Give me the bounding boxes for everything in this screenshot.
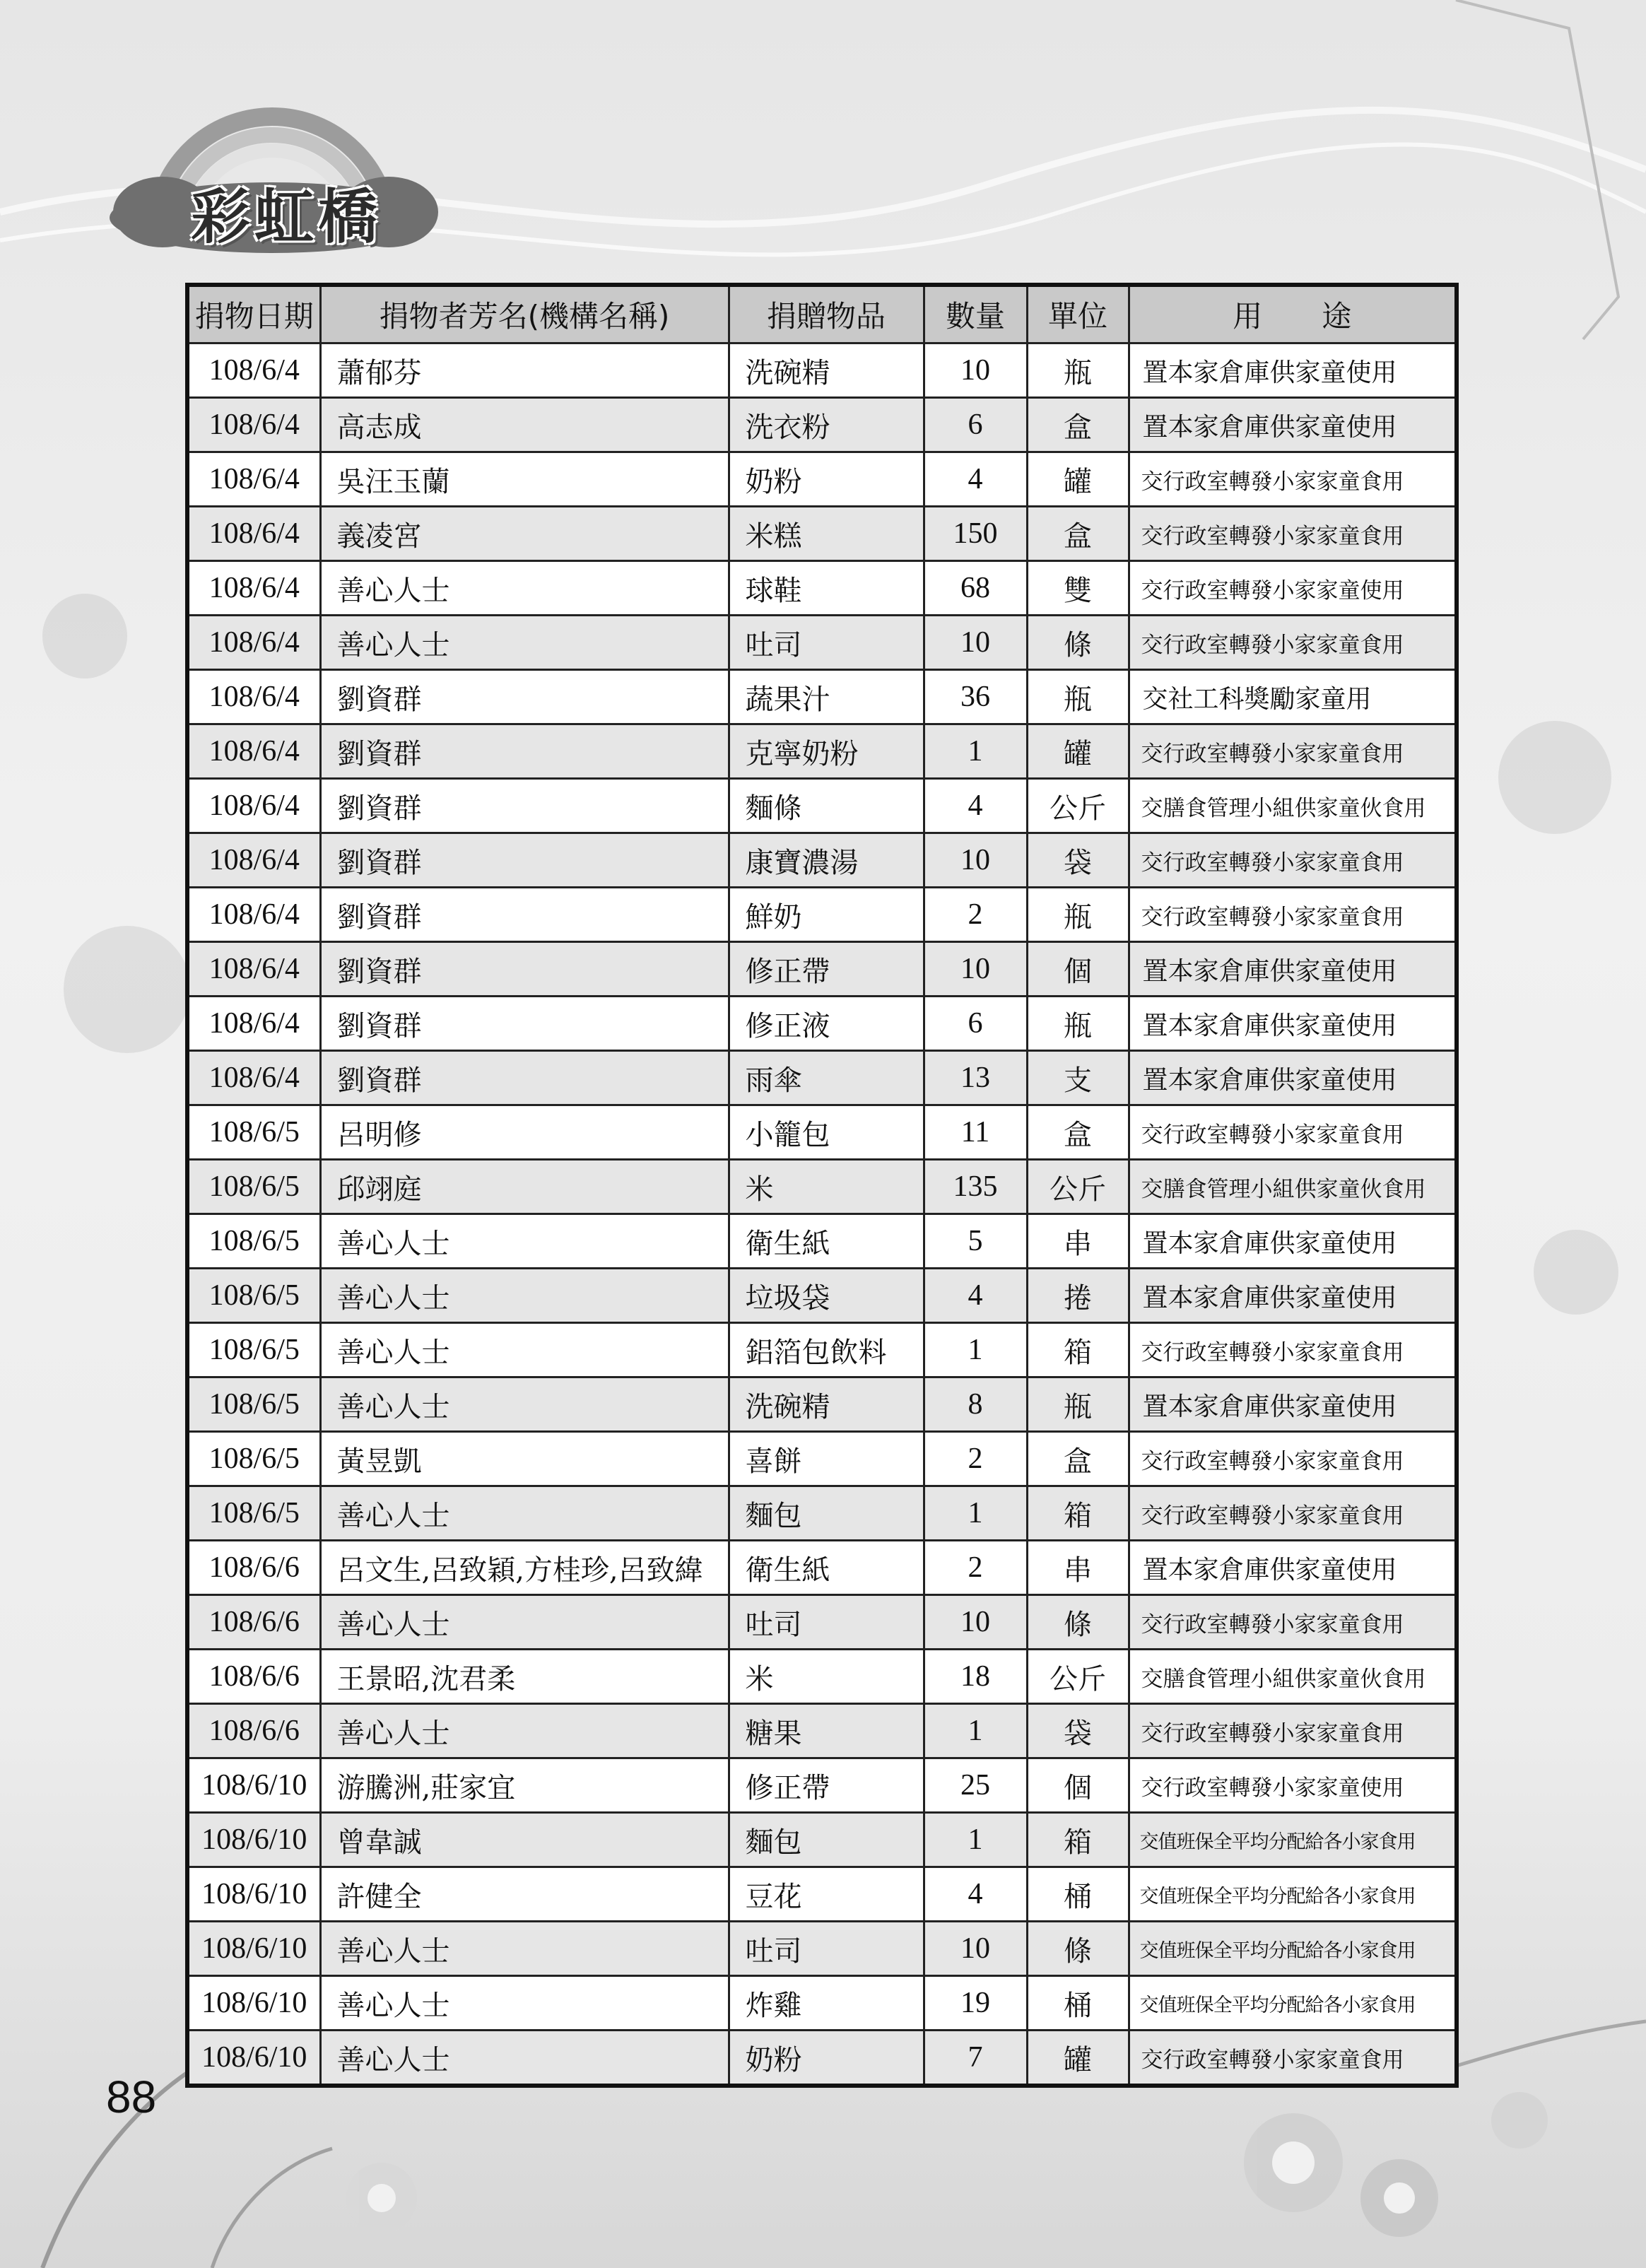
cell-donor: 游騰洲,莊家宜: [320, 1758, 729, 1813]
cell-unit: 桶: [1027, 1867, 1129, 1922]
cell-item: 修正帶: [729, 942, 924, 997]
cell-item: 洗衣粉: [729, 398, 924, 452]
cell-use: 置本家倉庫供家童使用: [1129, 1269, 1457, 1323]
cell-unit: 罐: [1027, 2031, 1129, 2086]
cell-qty: 2: [924, 1432, 1027, 1486]
cell-donor: 善心人士: [320, 1214, 729, 1269]
cell-use: 交值班保全平均分配給各小家食用: [1129, 1867, 1457, 1922]
cell-unit: 瓶: [1027, 888, 1129, 942]
cell-item: 修正液: [729, 997, 924, 1051]
flower-decoration: [346, 2092, 1548, 2237]
cell-donor: 許健全: [320, 1867, 729, 1922]
cell-date: 108/6/4: [187, 343, 320, 398]
cell-qty: 4: [924, 1269, 1027, 1323]
page-number: 88: [106, 2072, 157, 2122]
cell-use: 交膳食管理小組供家童伙食用: [1129, 1650, 1457, 1704]
cell-use: 交膳食管理小組供家童伙食用: [1129, 779, 1457, 833]
cell-date: 108/6/5: [187, 1377, 320, 1432]
cell-donor: 劉資群: [320, 942, 729, 997]
cell-qty: 4: [924, 779, 1027, 833]
cell-unit: 袋: [1027, 1704, 1129, 1758]
cell-date: 108/6/4: [187, 507, 320, 561]
cell-unit: 盒: [1027, 398, 1129, 452]
cell-item: 喜餅: [729, 1432, 924, 1486]
cell-qty: 4: [924, 1867, 1027, 1922]
table-row: [187, 398, 1457, 452]
cell-donor: 善心人士: [320, 1704, 729, 1758]
cell-use: 交行政室轉發小家家童食用: [1129, 507, 1457, 561]
logo-title: 彩虹橋: [190, 182, 382, 252]
cell-qty: 68: [924, 561, 1027, 616]
cell-date: 108/6/4: [187, 833, 320, 888]
cell-unit: 公斤: [1027, 1650, 1129, 1704]
table-row: [187, 997, 1457, 1051]
cell-qty: 1: [924, 1704, 1027, 1758]
cell-unit: 瓶: [1027, 670, 1129, 724]
cell-use: 交行政室轉發小家家童食用: [1129, 1595, 1457, 1650]
cell-unit: 條: [1027, 616, 1129, 670]
cell-item: 修正帶: [729, 1758, 924, 1813]
table-row: [187, 1105, 1457, 1160]
cell-item: 麵包: [729, 1813, 924, 1867]
cell-qty: 10: [924, 1922, 1027, 1976]
cell-unit: 個: [1027, 942, 1129, 997]
table-row: [187, 942, 1457, 997]
cell-date: 108/6/4: [187, 724, 320, 779]
cell-item: 洗碗精: [729, 343, 924, 398]
table-row: [187, 1758, 1457, 1813]
cell-qty: 8: [924, 1377, 1027, 1432]
cell-donor: 善心人士: [320, 616, 729, 670]
table-row: [187, 1214, 1457, 1269]
cell-use: 置本家倉庫供家童使用: [1129, 1214, 1457, 1269]
cell-donor: 劉資群: [320, 779, 729, 833]
cell-date: 108/6/10: [187, 1813, 320, 1867]
table-row: [187, 1269, 1457, 1323]
cell-use: 置本家倉庫供家童使用: [1129, 398, 1457, 452]
cell-date: 108/6/5: [187, 1160, 320, 1214]
table-row: [187, 1813, 1457, 1867]
table-row: [187, 1541, 1457, 1595]
table-row: [187, 507, 1457, 561]
cell-use: 交值班保全平均分配給各小家食用: [1129, 1976, 1457, 2031]
table-header-row: [187, 285, 1457, 343]
cell-item: 吐司: [729, 1922, 924, 1976]
table-row: [187, 1486, 1457, 1541]
cell-date: 108/6/4: [187, 670, 320, 724]
cell-use: 交值班保全平均分配給各小家食用: [1129, 1813, 1457, 1867]
table-row: [187, 724, 1457, 779]
cell-date: 108/6/4: [187, 452, 320, 507]
cell-unit: 串: [1027, 1541, 1129, 1595]
cell-qty: 10: [924, 942, 1027, 997]
cell-donor: 善心人士: [320, 1323, 729, 1377]
cell-date: 108/6/5: [187, 1323, 320, 1377]
cell-unit: 支: [1027, 1051, 1129, 1105]
table-row: [187, 888, 1457, 942]
cell-donor: 劉資群: [320, 724, 729, 779]
cell-unit: 罐: [1027, 724, 1129, 779]
cell-donor: 蕭郁芬: [320, 343, 729, 398]
cell-unit: 桶: [1027, 1976, 1129, 2031]
header-use: 用 途: [1129, 285, 1457, 343]
cell-item: 衛生紙: [729, 1541, 924, 1595]
cell-unit: 條: [1027, 1922, 1129, 1976]
cell-use: 交行政室轉發小家家童食用: [1129, 724, 1457, 779]
cell-use: 置本家倉庫供家童使用: [1129, 942, 1457, 997]
cell-item: 球鞋: [729, 561, 924, 616]
cell-date: 108/6/10: [187, 1922, 320, 1976]
cell-qty: 13: [924, 1051, 1027, 1105]
donation-table-container: [185, 283, 1454, 2088]
cell-item: 鮮奶: [729, 888, 924, 942]
cell-date: 108/6/10: [187, 2031, 320, 2086]
cell-qty: 1: [924, 1323, 1027, 1377]
cell-date: 108/6/6: [187, 1541, 320, 1595]
cell-donor: 善心人士: [320, 1976, 729, 2031]
cell-item: 鋁箔包飲料: [729, 1323, 924, 1377]
cell-item: 奶粉: [729, 2031, 924, 2086]
cell-qty: 10: [924, 833, 1027, 888]
rainbow-bridge-logo: [106, 71, 438, 254]
cell-item: 雨傘: [729, 1051, 924, 1105]
cell-qty: 135: [924, 1160, 1027, 1214]
table-row: [187, 1650, 1457, 1704]
cell-use: 交行政室轉發小家家童食用: [1129, 616, 1457, 670]
header-donor: 捐物者芳名(機構名稱): [320, 285, 729, 343]
cell-qty: 19: [924, 1976, 1027, 2031]
cell-unit: 瓶: [1027, 343, 1129, 398]
cell-qty: 10: [924, 616, 1027, 670]
table-row: [187, 452, 1457, 507]
cell-date: 108/6/10: [187, 1758, 320, 1813]
table-row: [187, 1432, 1457, 1486]
cell-date: 108/6/4: [187, 561, 320, 616]
cell-unit: 雙: [1027, 561, 1129, 616]
cell-use: 交行政室轉發小家家童食用: [1129, 1323, 1457, 1377]
cell-item: 蔬果汁: [729, 670, 924, 724]
cell-unit: 箱: [1027, 1486, 1129, 1541]
cell-qty: 10: [924, 1595, 1027, 1650]
cell-use: 置本家倉庫供家童使用: [1129, 343, 1457, 398]
cell-item: 米糕: [729, 507, 924, 561]
cell-donor: 善心人士: [320, 561, 729, 616]
cell-use: 置本家倉庫供家童使用: [1129, 1377, 1457, 1432]
cell-item: 炸雞: [729, 1976, 924, 2031]
cell-donor: 黃昱凱: [320, 1432, 729, 1486]
cell-item: 米: [729, 1160, 924, 1214]
cell-qty: 11: [924, 1105, 1027, 1160]
cell-qty: 6: [924, 398, 1027, 452]
cell-item: 康寶濃湯: [729, 833, 924, 888]
cell-use: 交行政室轉發小家家童食用: [1129, 2031, 1457, 2086]
header-date: 捐物日期: [187, 285, 320, 343]
cell-donor: 高志成: [320, 398, 729, 452]
table-row: [187, 779, 1457, 833]
cell-donor: 善心人士: [320, 1486, 729, 1541]
cell-qty: 36: [924, 670, 1027, 724]
cell-donor: 劉資群: [320, 888, 729, 942]
cell-item: 洗碗精: [729, 1377, 924, 1432]
cell-donor: 義凌宮: [320, 507, 729, 561]
cell-qty: 2: [924, 888, 1027, 942]
cell-donor: 邱翊庭: [320, 1160, 729, 1214]
header-item: 捐贈物品: [729, 285, 924, 343]
cell-date: 108/6/5: [187, 1269, 320, 1323]
cell-date: 108/6/4: [187, 398, 320, 452]
cell-donor: 善心人士: [320, 2031, 729, 2086]
cell-item: 豆花: [729, 1867, 924, 1922]
cell-date: 108/6/4: [187, 942, 320, 997]
cell-qty: 5: [924, 1214, 1027, 1269]
cell-use: 交社工科獎勵家童用: [1129, 670, 1457, 724]
table-row: [187, 561, 1457, 616]
cell-donor: 善心人士: [320, 1595, 729, 1650]
cell-use: 交膳食管理小組供家童伙食用: [1129, 1160, 1457, 1214]
cell-use: 交行政室轉發小家家童食用: [1129, 1105, 1457, 1160]
cell-qty: 7: [924, 2031, 1027, 2086]
cell-qty: 18: [924, 1650, 1027, 1704]
donation-table: [185, 283, 1459, 2088]
cell-donor: 呂文生,呂致穎,方桂珍,呂致緯: [320, 1541, 729, 1595]
cell-date: 108/6/10: [187, 1976, 320, 2031]
cell-date: 108/6/4: [187, 779, 320, 833]
cell-donor: 呂明修: [320, 1105, 729, 1160]
cell-item: 奶粉: [729, 452, 924, 507]
cell-use: 置本家倉庫供家童使用: [1129, 1541, 1457, 1595]
cell-unit: 串: [1027, 1214, 1129, 1269]
cell-unit: 盒: [1027, 507, 1129, 561]
cell-unit: 罐: [1027, 452, 1129, 507]
table-row: [187, 1867, 1457, 1922]
cell-qty: 4: [924, 452, 1027, 507]
cell-date: 108/6/4: [187, 888, 320, 942]
cell-item: 克寧奶粉: [729, 724, 924, 779]
cell-unit: 個: [1027, 1758, 1129, 1813]
table-row: [187, 2031, 1457, 2086]
cell-qty: 6: [924, 997, 1027, 1051]
cell-qty: 10: [924, 343, 1027, 398]
table-row: [187, 1595, 1457, 1650]
table-row: [187, 1704, 1457, 1758]
cell-unit: 公斤: [1027, 1160, 1129, 1214]
cell-donor: 劉資群: [320, 997, 729, 1051]
cell-use: 交行政室轉發小家家童食用: [1129, 1432, 1457, 1486]
cell-unit: 公斤: [1027, 779, 1129, 833]
cell-donor: 吳汪玉蘭: [320, 452, 729, 507]
table-row: [187, 670, 1457, 724]
cell-use: 置本家倉庫供家童使用: [1129, 1051, 1457, 1105]
table-row: [187, 1323, 1457, 1377]
cell-item: 吐司: [729, 616, 924, 670]
cell-use: 交行政室轉發小家家童使用: [1129, 561, 1457, 616]
cell-donor: 曾韋誠: [320, 1813, 729, 1867]
cell-item: 垃圾袋: [729, 1269, 924, 1323]
cell-donor: 劉資群: [320, 833, 729, 888]
table-row: [187, 1976, 1457, 2031]
cell-use: 交行政室轉發小家家童食用: [1129, 833, 1457, 888]
cell-item: 衛生紙: [729, 1214, 924, 1269]
cell-donor: 劉資群: [320, 1051, 729, 1105]
cell-use: 交行政室轉發小家家童食用: [1129, 1704, 1457, 1758]
cell-qty: 2: [924, 1541, 1027, 1595]
cell-unit: 捲: [1027, 1269, 1129, 1323]
cell-use: 交行政室轉發小家家童使用: [1129, 1758, 1457, 1813]
cell-date: 108/6/5: [187, 1105, 320, 1160]
cell-unit: 瓶: [1027, 997, 1129, 1051]
cell-date: 108/6/4: [187, 616, 320, 670]
table-row: [187, 833, 1457, 888]
cell-unit: 箱: [1027, 1813, 1129, 1867]
table-row: [187, 616, 1457, 670]
cell-item: 麵包: [729, 1486, 924, 1541]
cell-donor: 善心人士: [320, 1922, 729, 1976]
table-row: [187, 1922, 1457, 1976]
header-qty: 數量: [924, 285, 1027, 343]
cell-use: 交值班保全平均分配給各小家食用: [1129, 1922, 1457, 1976]
cell-donor: 善心人士: [320, 1269, 729, 1323]
cell-item: 米: [729, 1650, 924, 1704]
cell-unit: 盒: [1027, 1432, 1129, 1486]
table-row: [187, 1160, 1457, 1214]
cell-date: 108/6/6: [187, 1595, 320, 1650]
cell-date: 108/6/4: [187, 997, 320, 1051]
cell-use: 置本家倉庫供家童使用: [1129, 997, 1457, 1051]
cell-date: 108/6/5: [187, 1432, 320, 1486]
cell-qty: 150: [924, 507, 1027, 561]
cell-qty: 1: [924, 1813, 1027, 1867]
cell-date: 108/6/5: [187, 1486, 320, 1541]
cell-date: 108/6/5: [187, 1214, 320, 1269]
cell-unit: 瓶: [1027, 1377, 1129, 1432]
cell-item: 麵條: [729, 779, 924, 833]
cell-date: 108/6/4: [187, 1051, 320, 1105]
cell-item: 小籠包: [729, 1105, 924, 1160]
cell-unit: 條: [1027, 1595, 1129, 1650]
cell-use: 交行政室轉發小家家童食用: [1129, 888, 1457, 942]
table-row: [187, 343, 1457, 398]
cell-unit: 袋: [1027, 833, 1129, 888]
header-unit: 單位: [1027, 285, 1129, 343]
cell-unit: 盒: [1027, 1105, 1129, 1160]
cell-use: 交行政室轉發小家家童食用: [1129, 1486, 1457, 1541]
cell-date: 108/6/6: [187, 1650, 320, 1704]
cell-use: 交行政室轉發小家家童食用: [1129, 452, 1457, 507]
cell-item: 糖果: [729, 1704, 924, 1758]
cell-qty: 25: [924, 1758, 1027, 1813]
cell-donor: 劉資群: [320, 670, 729, 724]
cell-qty: 1: [924, 724, 1027, 779]
cell-date: 108/6/10: [187, 1867, 320, 1922]
cell-qty: 1: [924, 1486, 1027, 1541]
cell-donor: 善心人士: [320, 1377, 729, 1432]
cell-date: 108/6/6: [187, 1704, 320, 1758]
cell-item: 吐司: [729, 1595, 924, 1650]
table-row: [187, 1377, 1457, 1432]
table-row: [187, 1051, 1457, 1105]
cell-unit: 箱: [1027, 1323, 1129, 1377]
cell-donor: 王景昭,沈君柔: [320, 1650, 729, 1704]
